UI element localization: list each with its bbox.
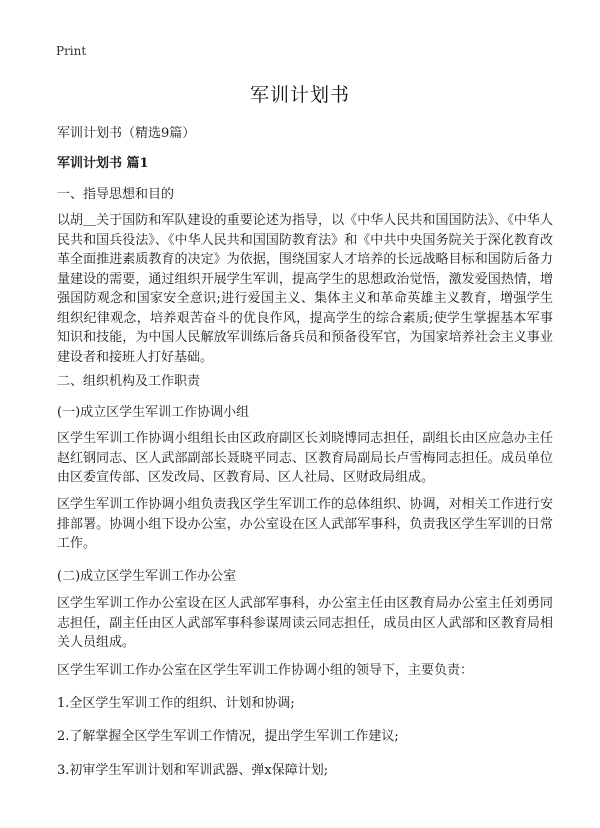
sub2-heading: (二)成立区学生军训工作办公室 [57, 569, 237, 584]
section-heading: 军训计划书 篇1 [57, 156, 149, 171]
document-title: 军训计划书 [249, 84, 350, 106]
sub1-paragraph-1: 区学生军训工作协调小组组长由区政府副区长刘晓博同志担任，副组长由区应急办主任赵红钢同志、区人武部副部长聂晓平同志、区教育局副局长卢雪梅同志担任。成员单位由区委宣传部、区发改局、区教育局、区人社局、区财政局组成。 [57, 431, 553, 485]
sub2-paragraph-2: 区学生军训工作办公室在区学生军训工作协调小组的领导下，主要负责： [57, 663, 474, 678]
part1-heading: 一、指导思想和目的 [57, 187, 175, 202]
sub1-heading: (一)成立区学生军训工作协调小组 [57, 405, 250, 420]
print-label[interactable]: Print [56, 44, 87, 58]
duty-item-2: 2.了解掌握全区学生军训工作情况，提出学生军训工作建议; [57, 729, 399, 744]
part1-body: 以胡＿关于国防和军队建设的重要论述为指导，以《中华人民共和国国防法》、《中华人民共和国兵役法》、《中华人民共和国国防教育法》和《中共中央国务院关于深化教育改革全面推进素质教育的决定》为依据，围绕国家人才培养的长远战略目标和国防后备力量建设的需要，通过组织开展学生军训，提高学生的思想政治觉悟，激发爱国热情，增强国防观念和国家安全意识;进行爱国主义、集体主义和革命英雄主义教育，增强学生组织纪律观念，培养艰苦奋斗的优良作风，提高学生的综合素质;使学生掌握基本军事知识和技能，为中国人民解放军训练后备兵员和预备役军官，为国家培养社会主义事业建设者和接班人打好基础。 [57, 213, 553, 365]
sub1-paragraph-2: 区学生军训工作协调小组负责我区学生军训工作的总体组织、协调，对相关工作进行安排部署。协调小组下设办公室，办公室设在区人武部军事科，负责我区学生军训的日常工作。 [57, 497, 553, 551]
duty-item-3: 3.初审学生军训计划和军训武器、弹x保障计划; [57, 763, 329, 778]
part2-heading: 二、组织机构及工作职责 [57, 374, 201, 389]
sub2-paragraph-1: 区学生军训工作办公室设在区人武部军事科，办公室主任由区教育局办公室主任刘勇同志担任，副主任由区人武部军事科参谋周读云同志担任，成员由区人武部和区教育局相关人员组成。 [57, 596, 553, 650]
document-subtitle: 军训计划书（精选9篇） [57, 126, 196, 141]
duty-item-1: 1.全区学生军训工作的组织、计划和协调; [57, 696, 295, 711]
